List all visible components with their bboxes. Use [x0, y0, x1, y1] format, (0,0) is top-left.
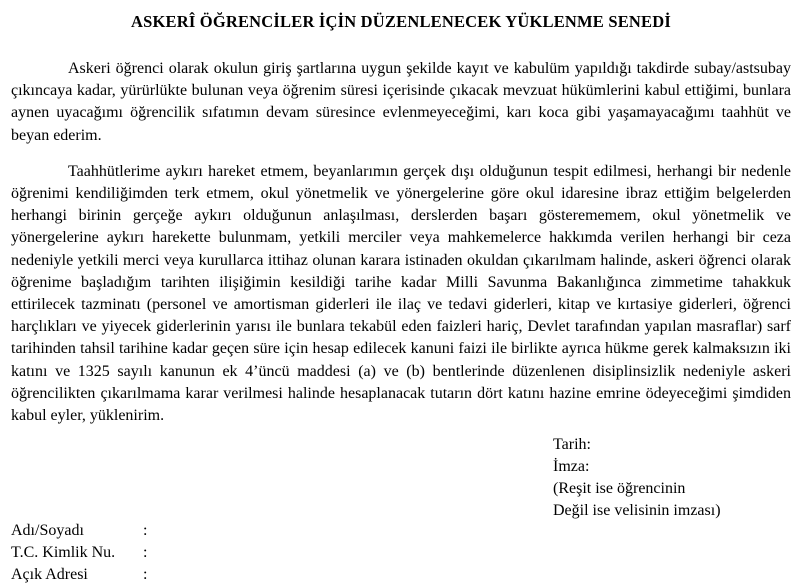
address-colon: : [143, 566, 148, 583]
signature-note-line-2: Değil ise velisinin imzası) [553, 502, 721, 519]
paragraph-commitment-terms: Askeri öğrenci olarak okulun giriş şartlarına uygun şekilde kayıt ve kabulüm yapıldığı takdirde subay/astsubay çıkıncaya kadar, yürürlükte bulunan veya öğrenim süresi içerisinde çıkacak mevzuat hükümlerini kabul ettiğimi, bunlara aynen uyacağımı öğrencilik sıfatımın devam süresince evlenmeyeceğimi, karı koca gibi yaşamayacağımı taahhüt ve beyan ederim. [11, 60, 791, 144]
signature-label: İmza: [553, 458, 590, 475]
document-body [11, 58, 791, 427]
id-number-label: T.C. Kimlik Nu. [11, 544, 116, 561]
signature-note-line-1: (Reşit ise öğrencinin [553, 480, 686, 497]
address-label: Açık Adresi [11, 566, 88, 583]
personal-fields [11, 520, 147, 586]
name-surname-label: Adı/Soyadı [11, 522, 84, 539]
field-row-address [11, 564, 147, 586]
date-label: Tarih: [553, 436, 591, 453]
name-surname-colon: : [143, 522, 148, 539]
field-row-id-number [11, 542, 147, 564]
signature-block [553, 434, 721, 522]
id-number-colon: : [143, 544, 148, 561]
paragraph-repayment-terms: Taahhütlerime aykırı hareket etmem, beyanlarımın gerçek dışı olduğunun tespit edilmesi, herhangi bir nedenle öğrenimi kendiliğimden terk etmem, okul yönetmelik ve yönergelerine göre okul idaresine ibraz ettiğim belgelerden herhangi birinin gerçeğe aykırı olduğunun anlaşılması, derslerden başarı gösterememem, okul yönetmelik ve yönergelerine aykırı harekette bulunmam, yetkili merciler veya mahkemelerce hakkımda verilen herhangi bir ceza nedeniyle yetkili merci veya kurullarca ittihaz olunan karara istinaden okuldan çıkarılmam halinde, askeri öğrenci olarak öğrenime başladığım tarihten ilişiğimin kesildiği tarihe kadar Milli Savunma Bakanlığınca zimmetime tahakkuk ettirilecek tazminatı (personel ve amortisman giderleri ile ilaç ve tedavi giderleri, kitap ve kırtasiye giderleri, öğrenci harçlıkları ve yiyecek giderlerinin yarısı ile bunlara tekabül eden faizleri hariç, Devlet tarafından yapılan masraflar) sarf tarihinden tahsil tarihine kadar geçen süre için hesap edilecek kanuni faizi ile birlikte ayrıca hükme gerek kalmaksızın iki katını ve 1325 sayılı kanunun ek 4’üncü maddesi (a) ve (b) bentlerinde düzenlenen disiplinsizlik nedeniyle askeri öğrencilikten çıkarılmama karar verilmesi halinde hesaplanacak tutarın dört katını hazine emrine ödeyeceğimi şimdiden kabul eyler, yüklenirim. [11, 162, 791, 425]
document-title: ASKERÎ ÖĞRENCİLER İÇİN DÜZENLENECEK YÜKLENME SENEDİ [131, 12, 671, 31]
field-row-name [11, 520, 147, 542]
